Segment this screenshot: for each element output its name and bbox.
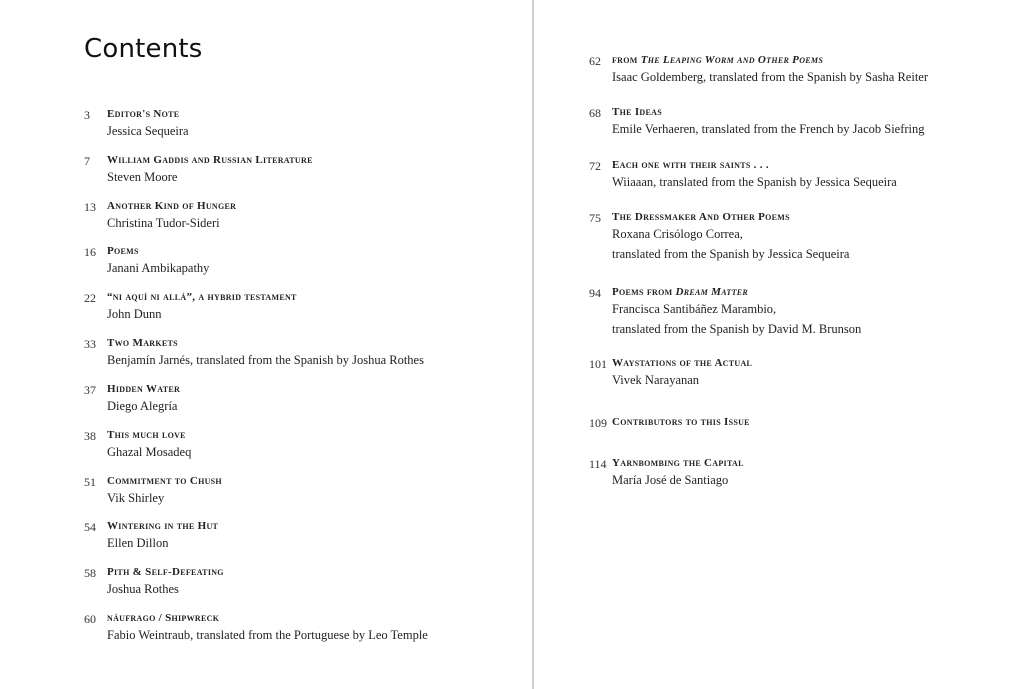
entry-author: Vivek Narayanan xyxy=(612,373,700,387)
entry-title: Two Markets xyxy=(107,337,178,349)
page-gutter-divider xyxy=(532,0,534,689)
entry-author: Francisca Santibáñez Marambio, xyxy=(612,302,777,316)
entry-author: John Dunn xyxy=(107,307,162,321)
entry-title: This much love xyxy=(107,429,186,441)
page-number: 54 xyxy=(84,520,96,534)
page-number: 75 xyxy=(589,211,601,225)
entry-title: “ni aquí ni allá”, a hybrid testament xyxy=(107,291,297,303)
page-number: 22 xyxy=(84,291,96,305)
page-number: 109 xyxy=(589,416,607,430)
entry-title: Poems from Dream Matter xyxy=(612,286,749,298)
page-number: 33 xyxy=(84,337,96,351)
page-number: 37 xyxy=(84,383,96,397)
page-number: 38 xyxy=(84,429,96,443)
entry-author: Ghazal Mosadeq xyxy=(107,445,192,459)
page-number: 58 xyxy=(84,566,96,580)
right-page xyxy=(535,0,1024,689)
entry-title: Contributors to this Issue xyxy=(612,416,750,428)
page-number: 51 xyxy=(84,475,96,489)
entry-title: Hidden Water xyxy=(107,383,181,395)
page-number: 7 xyxy=(84,154,90,168)
entry-title: from The Leaping Worm and Other Poems xyxy=(612,54,824,66)
entry-title: Poems xyxy=(107,245,139,257)
entry-author: Joshua Rothes xyxy=(107,582,179,596)
work-title-italic: Dream Matter xyxy=(675,286,749,298)
entry-translator: translated from the Spanish by Jessica Sequeira xyxy=(612,247,850,261)
entry-author: Christina Tudor-Sideri xyxy=(107,216,220,230)
entry-title: náufrago / Shipwreck xyxy=(107,612,220,624)
entry-translator: translated from the Spanish by David M. Brunson xyxy=(612,322,862,336)
entry-author: Janani Ambikapathy xyxy=(107,261,210,275)
entry-title: William Gaddis and Russian Literature xyxy=(107,154,313,166)
entry-author: Ellen Dillon xyxy=(107,536,169,550)
entry-title: The Ideas xyxy=(612,106,662,118)
page-number: 101 xyxy=(589,357,607,371)
entry-author: Roxana Crisólogo Correa, xyxy=(612,227,743,241)
page-number: 62 xyxy=(589,54,601,68)
entry-author: María José de Santiago xyxy=(612,473,729,487)
page-number: 3 xyxy=(84,108,90,122)
work-title-italic: The Leaping Worm and Other Poems xyxy=(640,54,824,66)
entry-title: Another Kind of Hunger xyxy=(107,200,237,212)
entry-title: Each one with their saints . . . xyxy=(612,159,769,171)
entry-author: Steven Moore xyxy=(107,170,178,184)
entry-title: Pith & Self-Defeating xyxy=(107,566,224,578)
entry-author: Benjamín Jarnés, translated from the Spanish by Joshua Rothes xyxy=(107,353,424,367)
entry-title: Commitment to Chush xyxy=(107,475,222,487)
entry-author: Jessica Sequeira xyxy=(107,124,189,138)
entry-author: Emile Verhaeren, translated from the French by Jacob Siefring xyxy=(612,122,925,136)
entry-author: Vik Shirley xyxy=(107,491,165,505)
entry-author: Fabio Weintraub, translated from the Portuguese by Leo Temple xyxy=(107,628,428,642)
entry-title: Yarnbombing the Capital xyxy=(612,457,744,469)
entry-author: Diego Alegría xyxy=(107,399,178,413)
contents-heading: Contents xyxy=(84,34,203,64)
entry-title: Editor's Note xyxy=(107,108,180,120)
page-number: 114 xyxy=(589,457,607,471)
page-number: 60 xyxy=(84,612,96,626)
page-number: 16 xyxy=(84,245,96,259)
entry-title: Wintering in the Hut xyxy=(107,520,219,532)
page-number: 68 xyxy=(589,106,601,120)
entry-title: Waystations of the Actual xyxy=(612,357,753,369)
page-number: 94 xyxy=(589,286,601,300)
page-number: 72 xyxy=(589,159,601,173)
page-number: 13 xyxy=(84,200,96,214)
entry-title: The Dressmaker And Other Poems xyxy=(612,211,790,223)
entry-author: Isaac Goldemberg, translated from the Spanish by Sasha Reiter xyxy=(612,70,929,84)
entry-author: Wiiaaan, translated from the Spanish by Jessica Sequeira xyxy=(612,175,897,189)
